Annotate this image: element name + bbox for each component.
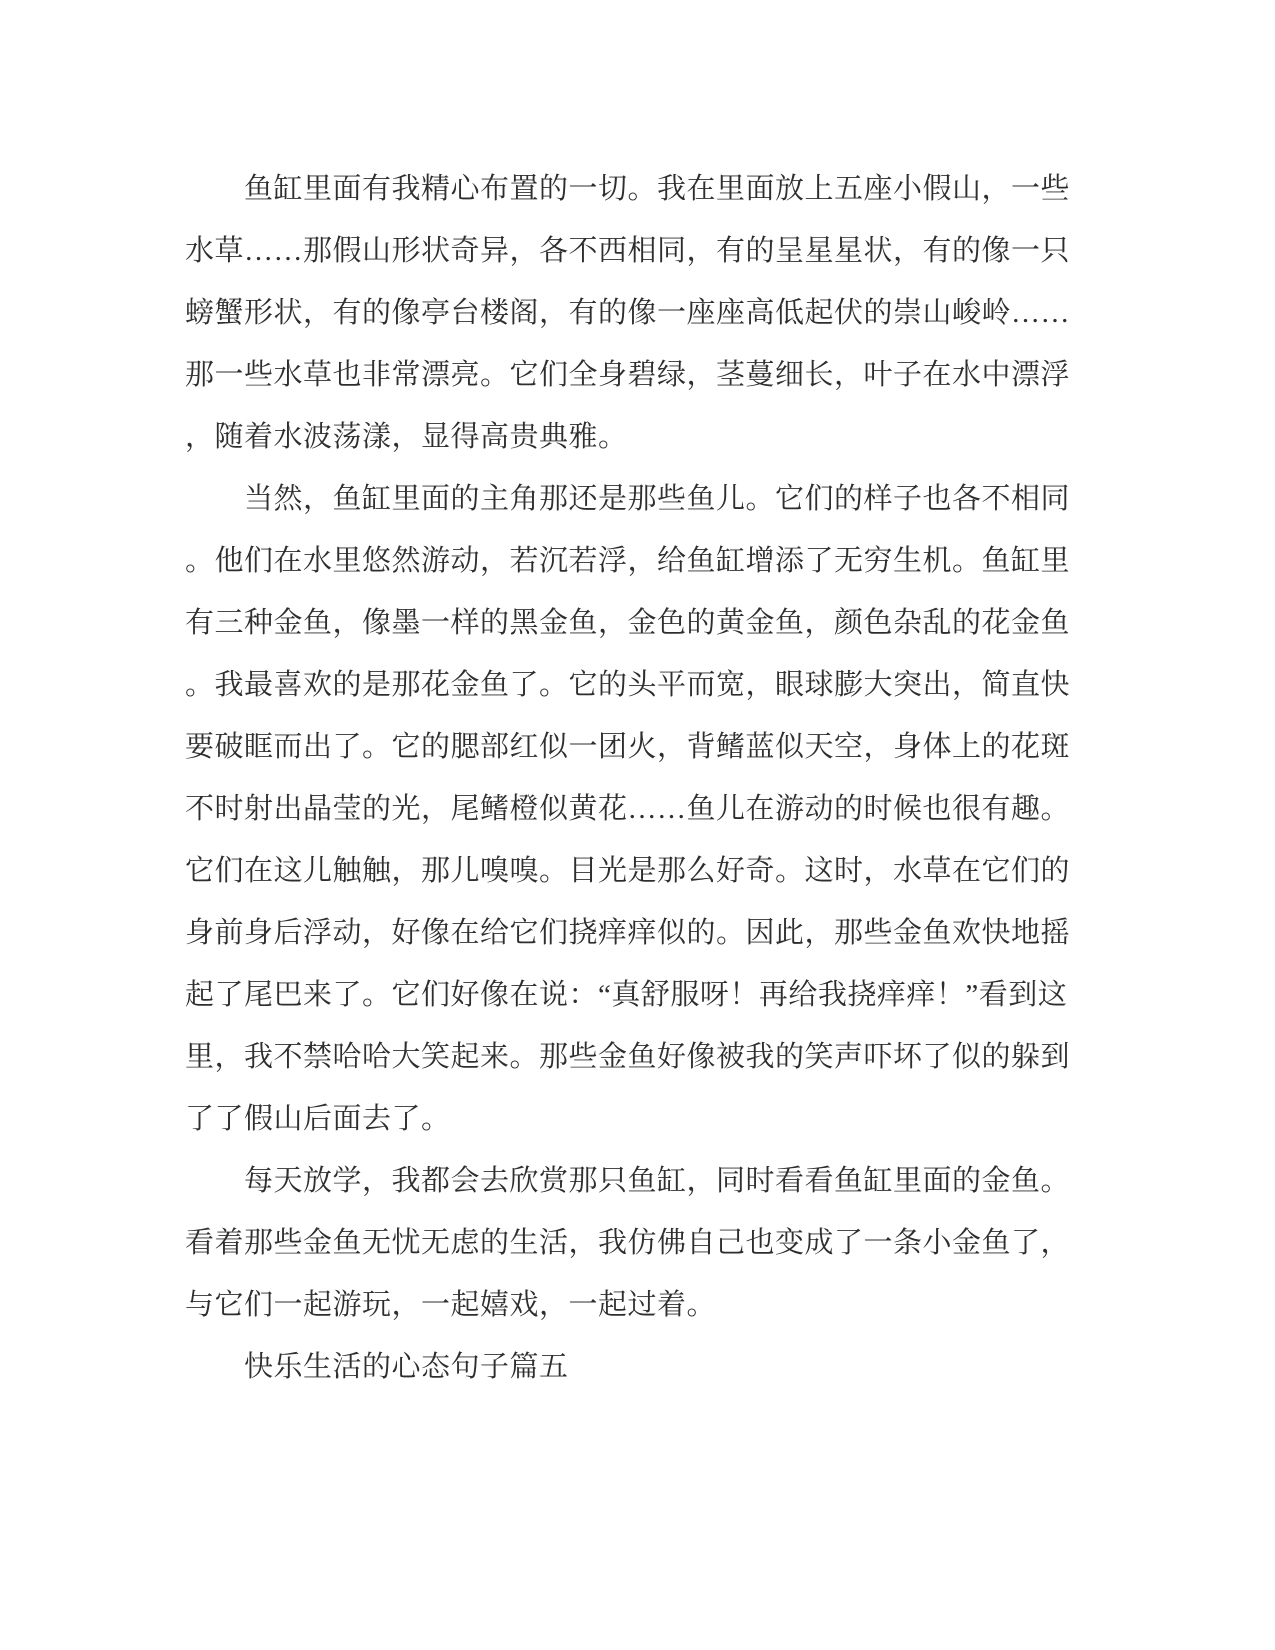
text-line: 有三种金鱼，像墨一样的黑金鱼，金色的黄金鱼，颜色杂乱的花金鱼: [185, 607, 1071, 639]
text-line: 里，我不禁哈哈大笑起来。那些金鱼好像被我的笑声吓坏了似的躲到: [185, 1041, 1071, 1073]
text-line: ，随着水波荡漾，显得高贵典雅。: [185, 421, 628, 453]
text-line: 。我最喜欢的是那花金鱼了。它的头平而宽，眼球膨大突出，简直快: [185, 669, 1071, 701]
paragraph: [185, 158, 1090, 468]
text-line: 身前身后浮动，好像在给它们挠痒痒似的。因此，那些金鱼欢快地摇: [185, 917, 1071, 949]
document-body: [185, 158, 1090, 1398]
section-heading-line: 快乐生活的心态句子篇五: [185, 1351, 569, 1383]
text-line: 看着那些金鱼无忧无虑的生活，我仿佛自己也变成了一条小金鱼了，: [185, 1227, 1071, 1259]
paragraph: [185, 1150, 1090, 1336]
text-line: 螃蟹形状，有的像亭台楼阁，有的像一座座高低起伏的崇山峻岭……: [185, 297, 1071, 329]
text-line: 与它们一起游玩，一起嬉戏，一起过着。: [185, 1289, 717, 1321]
text-line: 起了尾巴来了。它们好像在说：“真舒服呀！再给我挠痒痒！”看到这: [185, 979, 1068, 1011]
text-line: 当然，鱼缸里面的主角那还是那些鱼儿。它们的样子也各不相同: [185, 483, 1071, 515]
paragraph: [185, 468, 1090, 1150]
text-line: 水草……那假山形状奇异，各不西相同，有的呈星星状，有的像一只: [185, 235, 1071, 267]
text-line: 了了假山后面去了。: [185, 1103, 451, 1135]
text-line: 它们在这儿触触，那儿嗅嗅。目光是那么好奇。这时，水草在它们的: [185, 855, 1071, 887]
text-line: 要破眶而出了。它的腮部红似一团火，背鳍蓝似天空，身体上的花斑: [185, 731, 1071, 763]
text-line: 那一些水草也非常漂亮。它们全身碧绿，茎蔓细长，叶子在水中漂浮: [185, 359, 1071, 391]
text-line: 每天放学，我都会去欣赏那只鱼缸，同时看看鱼缸里面的金鱼。: [185, 1165, 1071, 1197]
paragraph: [185, 1336, 1090, 1398]
text-line: 不时射出晶莹的光，尾鳍橙似黄花……鱼儿在游动的时候也很有趣。: [185, 793, 1071, 825]
text-line: 鱼缸里面有我精心布置的一切。我在里面放上五座小假山，一些: [185, 173, 1071, 205]
text-line: 。他们在水里悠然游动，若沉若浮，给鱼缸增添了无穷生机。鱼缸里: [185, 545, 1071, 577]
